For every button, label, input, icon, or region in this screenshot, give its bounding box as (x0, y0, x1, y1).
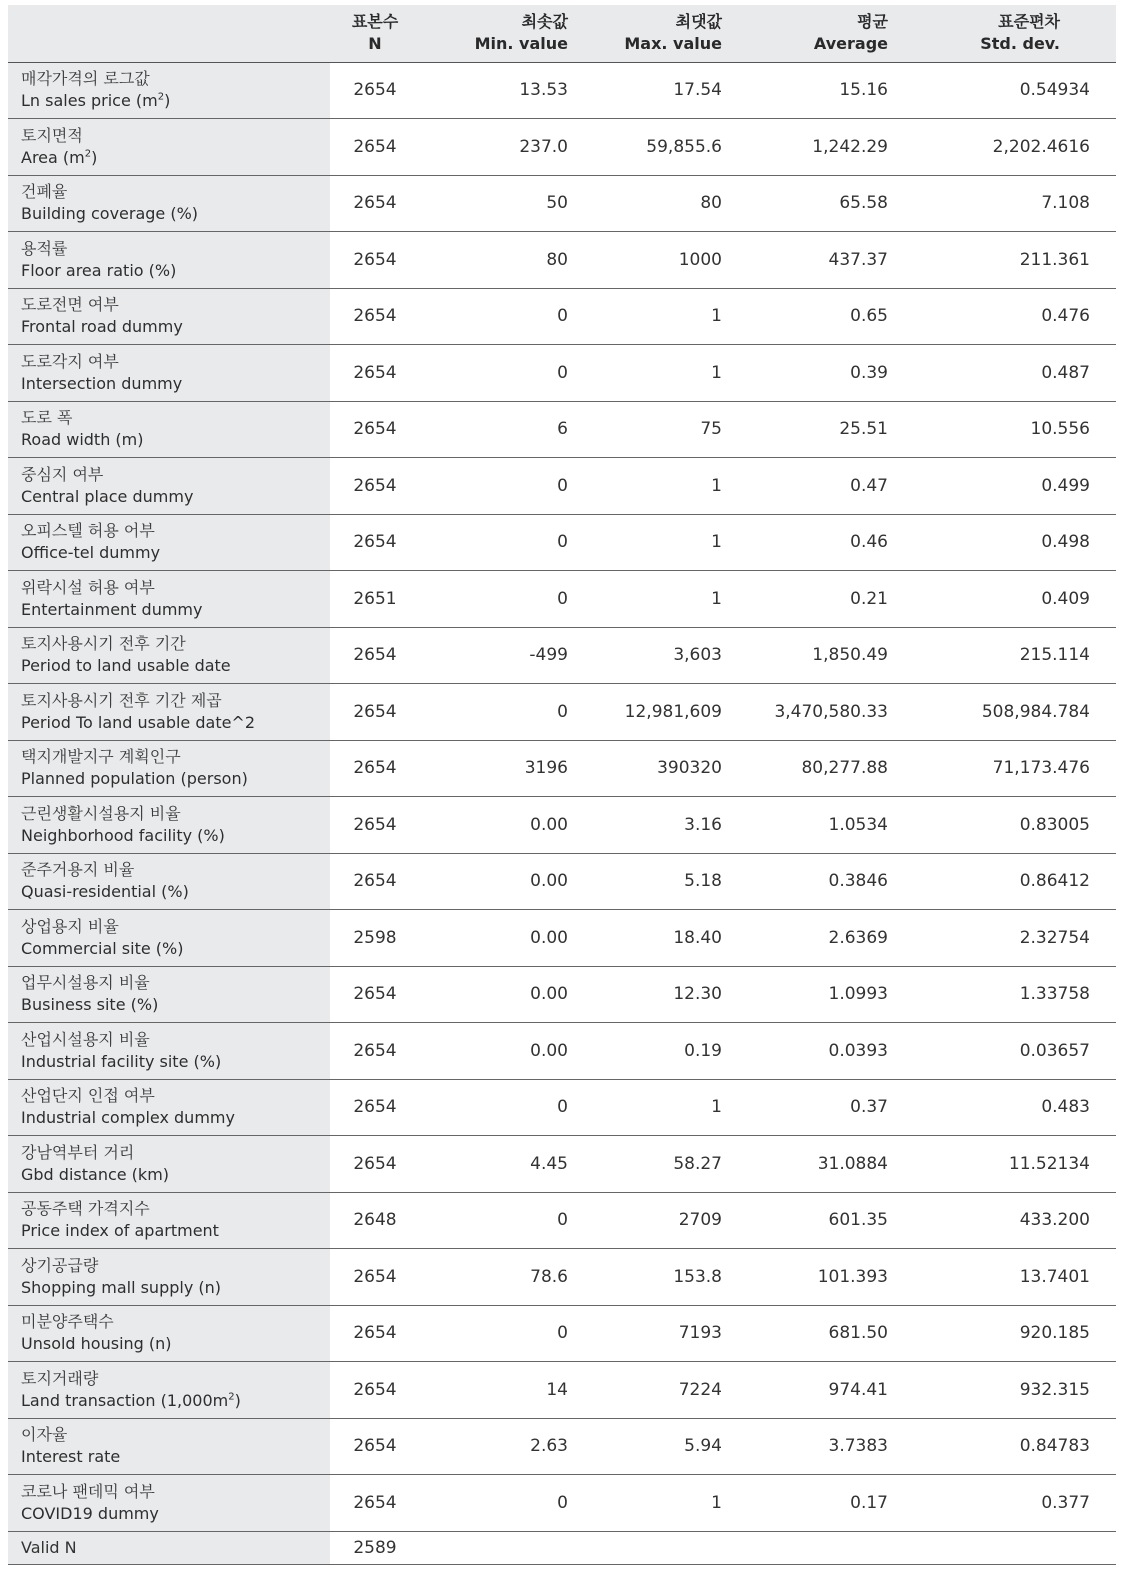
n-cell: 2654 (330, 232, 420, 289)
std-dev-cell: 1.33758 (928, 966, 1116, 1023)
variable-label (8, 571, 330, 628)
std-dev-cell: 0.54934 (928, 62, 1116, 119)
empty-cell (928, 1531, 1116, 1564)
std-dev-cell: 211.361 (928, 232, 1116, 289)
table-row (8, 1249, 1116, 1306)
variable-name-en (21, 1220, 330, 1242)
min-cell: 6 (420, 401, 576, 458)
std-dev-cell: 0.499 (928, 458, 1116, 515)
header-max-ko: 최댓값 (675, 12, 722, 32)
header-min-ko: 최솟값 (521, 12, 568, 32)
variable-name-en (21, 994, 330, 1016)
variable-label (8, 1305, 330, 1362)
table-row (8, 345, 1116, 402)
table-row (8, 627, 1116, 684)
table-row (8, 1079, 1116, 1136)
min-cell: 0 (420, 288, 576, 345)
max-cell: 1 (576, 288, 752, 345)
average-cell: 0.65 (752, 288, 928, 345)
variable-name-en-suffix: ) (234, 1390, 241, 1410)
table-row (8, 119, 1116, 176)
variable-name-ko: 미분양주택수 (21, 1312, 114, 1332)
variable-name-en (21, 599, 330, 621)
variable-name-ko: 상업용지 비율 (21, 916, 119, 936)
variable-name-ko: 용적률 (21, 238, 68, 258)
variable-label (8, 345, 330, 402)
unit-superscript: 2 (157, 91, 165, 103)
max-cell: 12.30 (576, 966, 752, 1023)
variable-name-ko: 중심지 여부 (21, 464, 104, 484)
min-cell: 2.63 (420, 1418, 576, 1475)
variable-name-en-text: Quasi-residential (%) (21, 882, 189, 902)
n-cell: 2654 (330, 1475, 420, 1532)
valid-n-value: 2589 (330, 1531, 420, 1564)
variable-name-en-text: Shopping mall supply (n) (21, 1277, 222, 1297)
min-cell: 0 (420, 684, 576, 741)
header-average-en: Average (813, 34, 888, 54)
variable-name-en (21, 429, 330, 451)
std-dev-cell: 11.52134 (928, 1136, 1116, 1193)
table-row (8, 232, 1116, 289)
table-row (8, 740, 1116, 797)
n-cell: 2654 (330, 684, 420, 741)
max-cell: 1 (576, 458, 752, 515)
variable-name-ko: 강남역부터 거리 (21, 1142, 135, 1162)
variable-label (8, 514, 330, 571)
variable-label (8, 175, 330, 232)
variable-label (8, 119, 330, 176)
std-dev-cell: 71,173.476 (928, 740, 1116, 797)
table-row (8, 514, 1116, 571)
variable-name-en (21, 1390, 330, 1412)
average-cell: 1.0993 (752, 966, 928, 1023)
n-cell: 2654 (330, 1305, 420, 1362)
variable-name-en (21, 486, 330, 508)
std-dev-cell: 433.200 (928, 1192, 1116, 1249)
header-std-dev (928, 5, 1116, 62)
max-cell: 1 (576, 571, 752, 628)
table-row (8, 1023, 1116, 1080)
max-cell: 80 (576, 175, 752, 232)
valid-n-label: Valid N (8, 1531, 330, 1564)
variable-name-ko: 건폐율 (21, 182, 68, 202)
variable-name-ko: 오피스텔 허용 어부 (21, 521, 155, 541)
min-cell: 13.53 (420, 62, 576, 119)
average-cell: 0.37 (752, 1079, 928, 1136)
empty-cell (576, 1531, 752, 1564)
variable-name-en-text: Frontal road dummy (21, 317, 183, 337)
variable-label (8, 627, 330, 684)
average-cell: 0.21 (752, 571, 928, 628)
std-dev-cell: 0.03657 (928, 1023, 1116, 1080)
average-cell: 974.41 (752, 1362, 928, 1419)
max-cell: 3.16 (576, 797, 752, 854)
n-cell: 2654 (330, 853, 420, 910)
variable-label (8, 1192, 330, 1249)
variable-name-en (21, 373, 330, 395)
variable-label (8, 401, 330, 458)
variable-name-ko: 준주거용지 비율 (21, 860, 135, 880)
max-cell: 390320 (576, 740, 752, 797)
average-cell: 1,242.29 (752, 119, 928, 176)
variable-name-en-suffix: ) (164, 91, 171, 111)
table-row (8, 1475, 1116, 1532)
variable-name-ko: 근린생활시설용지 비율 (21, 803, 181, 823)
max-cell: 7224 (576, 1362, 752, 1419)
std-dev-cell: 0.409 (928, 571, 1116, 628)
variable-name-en-text: Interest rate (21, 1447, 121, 1467)
variable-name-en (21, 881, 330, 903)
average-cell: 65.58 (752, 175, 928, 232)
statistics-table-container (8, 5, 1116, 1565)
std-dev-cell: 215.114 (928, 627, 1116, 684)
variable-name-en-text: Area (m (21, 147, 85, 167)
header-max-en: Max. value (624, 34, 722, 54)
std-dev-cell: 2,202.4616 (928, 119, 1116, 176)
n-cell: 2654 (330, 62, 420, 119)
variable-name-en (21, 1051, 330, 1073)
variable-name-en-suffix: ) (91, 147, 98, 167)
variable-name-en-text: COVID19 dummy (21, 1503, 159, 1523)
variable-name-en-text: Price index of apartment (21, 1221, 219, 1241)
variable-name-en (21, 655, 330, 677)
variable-name-en (21, 260, 330, 282)
min-cell: 0 (420, 1192, 576, 1249)
average-cell: 3.7383 (752, 1418, 928, 1475)
variable-name-en-text: Period to land usable date (21, 656, 231, 676)
min-cell: 0 (420, 1079, 576, 1136)
variable-name-en-text: Office-tel dummy (21, 543, 161, 563)
table-row (8, 910, 1116, 967)
variable-name-ko: 도로각지 여부 (21, 351, 119, 371)
min-cell: 0 (420, 514, 576, 571)
average-cell: 80,277.88 (752, 740, 928, 797)
variable-name-en (21, 316, 330, 338)
std-dev-cell: 0.487 (928, 345, 1116, 402)
max-cell: 58.27 (576, 1136, 752, 1193)
average-cell: 0.0393 (752, 1023, 928, 1080)
variable-name-ko: 토지사용시기 전후 기간 제곱 (21, 690, 222, 710)
max-cell: 18.40 (576, 910, 752, 967)
std-dev-cell: 2.32754 (928, 910, 1116, 967)
header-std-dev-en: Std. dev. (980, 34, 1060, 54)
min-cell: 0.00 (420, 910, 576, 967)
std-dev-cell: 932.315 (928, 1362, 1116, 1419)
n-cell: 2654 (330, 288, 420, 345)
table-row (8, 62, 1116, 119)
average-cell: 31.0884 (752, 1136, 928, 1193)
average-cell: 601.35 (752, 1192, 928, 1249)
min-cell: 0.00 (420, 966, 576, 1023)
min-cell: 50 (420, 175, 576, 232)
table-row (8, 853, 1116, 910)
table-row (8, 458, 1116, 515)
variable-name-en-text: Entertainment dummy (21, 599, 203, 619)
variable-name-en (21, 542, 330, 564)
variable-name-en (21, 1277, 330, 1299)
average-cell: 681.50 (752, 1305, 928, 1362)
min-cell: 0 (420, 1475, 576, 1532)
average-cell: 101.393 (752, 1249, 928, 1306)
variable-name-ko: 도로 폭 (21, 408, 73, 428)
variable-name-ko: 이자율 (21, 1425, 68, 1445)
variable-name-en-text: Central place dummy (21, 486, 194, 506)
variable-name-en-text: Ln sales price (m (21, 91, 158, 111)
table-row (8, 966, 1116, 1023)
variable-name-en-text: Floor area ratio (%) (21, 260, 177, 280)
unit-superscript: 2 (84, 148, 92, 160)
variable-name-en-text: Industrial facility site (%) (21, 1051, 222, 1071)
variable-name-en-text: Road width (m) (21, 430, 144, 450)
header-n-ko: 표본수 (351, 12, 399, 32)
min-cell: 0 (420, 345, 576, 402)
min-cell: 0.00 (420, 797, 576, 854)
variable-name-en-text: Unsold housing (n) (21, 1334, 172, 1354)
average-cell: 0.3846 (752, 853, 928, 910)
unit-superscript: 2 (228, 1391, 235, 1403)
variable-name-en-text: Gbd distance (km) (21, 1164, 170, 1184)
variable-name-ko: 업무시설용지 비율 (21, 973, 150, 993)
table-row (8, 684, 1116, 741)
max-cell: 3,603 (576, 627, 752, 684)
max-cell: 1000 (576, 232, 752, 289)
table-row (8, 797, 1116, 854)
n-cell: 2654 (330, 175, 420, 232)
header-min (420, 5, 576, 62)
variable-name-en-text: Building coverage (%) (21, 204, 199, 224)
variable-name-en (21, 1333, 330, 1355)
max-cell: 153.8 (576, 1249, 752, 1306)
std-dev-cell: 10.556 (928, 401, 1116, 458)
table-row (8, 1192, 1116, 1249)
variable-name-ko: 토지거래량 (21, 1368, 99, 1388)
variable-name-en (21, 147, 330, 169)
average-cell: 1.0534 (752, 797, 928, 854)
std-dev-cell: 0.498 (928, 514, 1116, 571)
max-cell: 75 (576, 401, 752, 458)
min-cell: -499 (420, 627, 576, 684)
table-row (8, 175, 1116, 232)
variable-name-ko: 택지개발지구 계획인구 (21, 747, 181, 767)
std-dev-cell: 0.476 (928, 288, 1116, 345)
header-max (576, 5, 752, 62)
n-cell: 2654 (330, 1023, 420, 1080)
header-min-en: Min. value (474, 34, 568, 54)
variable-name-ko: 위락시설 허용 여부 (21, 577, 155, 597)
variable-name-en-text: Intersection dummy (21, 373, 183, 393)
std-dev-cell: 0.483 (928, 1079, 1116, 1136)
n-cell: 2654 (330, 797, 420, 854)
variable-name-ko: 산업단지 인접 여부 (21, 1086, 155, 1106)
variable-label (8, 1362, 330, 1419)
variable-name-en (21, 712, 330, 734)
header-std-dev-ko: 표준편차 (998, 12, 1060, 32)
variable-name-en-text: Industrial complex dummy (21, 1108, 235, 1128)
n-cell: 2654 (330, 1418, 420, 1475)
n-cell: 2654 (330, 740, 420, 797)
variable-name-en-text: Planned population (person) (21, 769, 248, 789)
variable-label (8, 62, 330, 119)
average-cell: 437.37 (752, 232, 928, 289)
max-cell: 1 (576, 1079, 752, 1136)
n-cell: 2654 (330, 966, 420, 1023)
empty-cell (420, 1531, 576, 1564)
n-cell: 2654 (330, 1249, 420, 1306)
max-cell: 12,981,609 (576, 684, 752, 741)
variable-name-ko: 토지면적 (21, 125, 83, 145)
variable-name-ko: 공동주택 가격지수 (21, 1199, 150, 1219)
table-row (8, 1418, 1116, 1475)
std-dev-cell: 0.86412 (928, 853, 1116, 910)
max-cell: 59,855.6 (576, 119, 752, 176)
std-dev-cell: 508,984.784 (928, 684, 1116, 741)
max-cell: 1 (576, 345, 752, 402)
max-cell: 0.19 (576, 1023, 752, 1080)
min-cell: 14 (420, 1362, 576, 1419)
min-cell: 0.00 (420, 853, 576, 910)
n-cell: 2654 (330, 627, 420, 684)
variable-name-en-text: Land transaction (1,000m (21, 1390, 229, 1410)
variable-label (8, 966, 330, 1023)
min-cell: 0 (420, 458, 576, 515)
min-cell: 78.6 (420, 1249, 576, 1306)
header-average (752, 5, 928, 62)
std-dev-cell: 7.108 (928, 175, 1116, 232)
n-cell: 2654 (330, 1136, 420, 1193)
variable-label (8, 1079, 330, 1136)
table-row (8, 571, 1116, 628)
variable-label (8, 797, 330, 854)
variable-name-en (21, 1164, 330, 1186)
header-row (8, 5, 1116, 62)
variable-name-en (21, 1446, 330, 1468)
std-dev-cell: 0.83005 (928, 797, 1116, 854)
variable-name-ko: 코로나 팬데믹 여부 (21, 1481, 155, 1501)
table-row (8, 1362, 1116, 1419)
variable-name-en (21, 203, 330, 225)
n-cell: 2654 (330, 401, 420, 458)
variable-name-ko: 상기공급량 (21, 1255, 99, 1275)
average-cell: 2.6369 (752, 910, 928, 967)
variable-label (8, 910, 330, 967)
variable-name-ko: 매각가격의 로그값 (21, 69, 150, 89)
average-cell: 25.51 (752, 401, 928, 458)
variable-label (8, 1475, 330, 1532)
average-cell: 3,470,580.33 (752, 684, 928, 741)
table-row (8, 1305, 1116, 1362)
max-cell: 2709 (576, 1192, 752, 1249)
table-row (8, 1136, 1116, 1193)
variable-name-en (21, 1107, 330, 1129)
table-row (8, 288, 1116, 345)
variable-label (8, 853, 330, 910)
header-average-ko: 평균 (857, 12, 888, 32)
variable-name-en-text: Business site (%) (21, 995, 159, 1015)
header-n (330, 5, 420, 62)
min-cell: 4.45 (420, 1136, 576, 1193)
std-dev-cell: 0.377 (928, 1475, 1116, 1532)
max-cell: 1 (576, 1475, 752, 1532)
valid-n-row (8, 1531, 1116, 1564)
variable-name-en-text: Period To land usable date^2 (21, 712, 256, 732)
n-cell: 2654 (330, 514, 420, 571)
max-cell: 7193 (576, 1305, 752, 1362)
n-cell: 2654 (330, 1079, 420, 1136)
variable-label (8, 1249, 330, 1306)
n-cell: 2654 (330, 1362, 420, 1419)
empty-cell (752, 1531, 928, 1564)
max-cell: 5.94 (576, 1418, 752, 1475)
min-cell: 237.0 (420, 119, 576, 176)
min-cell: 0.00 (420, 1023, 576, 1080)
header-variable (8, 5, 330, 62)
n-cell: 2651 (330, 571, 420, 628)
n-cell: 2654 (330, 119, 420, 176)
table-body (8, 62, 1116, 1564)
max-cell: 1 (576, 514, 752, 571)
std-dev-cell: 0.84783 (928, 1418, 1116, 1475)
n-cell: 2654 (330, 345, 420, 402)
header-n-en: N (368, 34, 382, 54)
variable-name-ko: 토지사용시기 전후 기간 (21, 634, 186, 654)
table-header (8, 5, 1116, 62)
average-cell: 0.17 (752, 1475, 928, 1532)
variable-name-en (21, 1503, 330, 1525)
variable-name-ko: 도로전면 여부 (21, 295, 119, 315)
std-dev-cell: 920.185 (928, 1305, 1116, 1362)
max-cell: 5.18 (576, 853, 752, 910)
variable-label (8, 1418, 330, 1475)
variable-name-en (21, 90, 330, 112)
variable-label (8, 684, 330, 741)
variable-label (8, 458, 330, 515)
n-cell: 2648 (330, 1192, 420, 1249)
min-cell: 0 (420, 571, 576, 628)
average-cell: 1,850.49 (752, 627, 928, 684)
variable-label (8, 288, 330, 345)
variable-label (8, 740, 330, 797)
variable-label (8, 1023, 330, 1080)
average-cell: 0.46 (752, 514, 928, 571)
n-cell: 2598 (330, 910, 420, 967)
variable-label (8, 232, 330, 289)
n-cell: 2654 (330, 458, 420, 515)
average-cell: 0.39 (752, 345, 928, 402)
std-dev-cell: 13.7401 (928, 1249, 1116, 1306)
variable-name-ko: 산업시설용지 비율 (21, 1029, 150, 1049)
table-row (8, 401, 1116, 458)
min-cell: 0 (420, 1305, 576, 1362)
min-cell: 80 (420, 232, 576, 289)
variable-name-en (21, 768, 330, 790)
max-cell: 17.54 (576, 62, 752, 119)
average-cell: 15.16 (752, 62, 928, 119)
variable-name-en-text: Commercial site (%) (21, 938, 184, 958)
variable-label (8, 1136, 330, 1193)
variable-name-en-text: Neighborhood facility (%) (21, 825, 225, 845)
average-cell: 0.47 (752, 458, 928, 515)
variable-name-en (21, 825, 330, 847)
descriptive-statistics-table (8, 5, 1116, 1565)
min-cell: 3196 (420, 740, 576, 797)
variable-name-en (21, 938, 330, 960)
